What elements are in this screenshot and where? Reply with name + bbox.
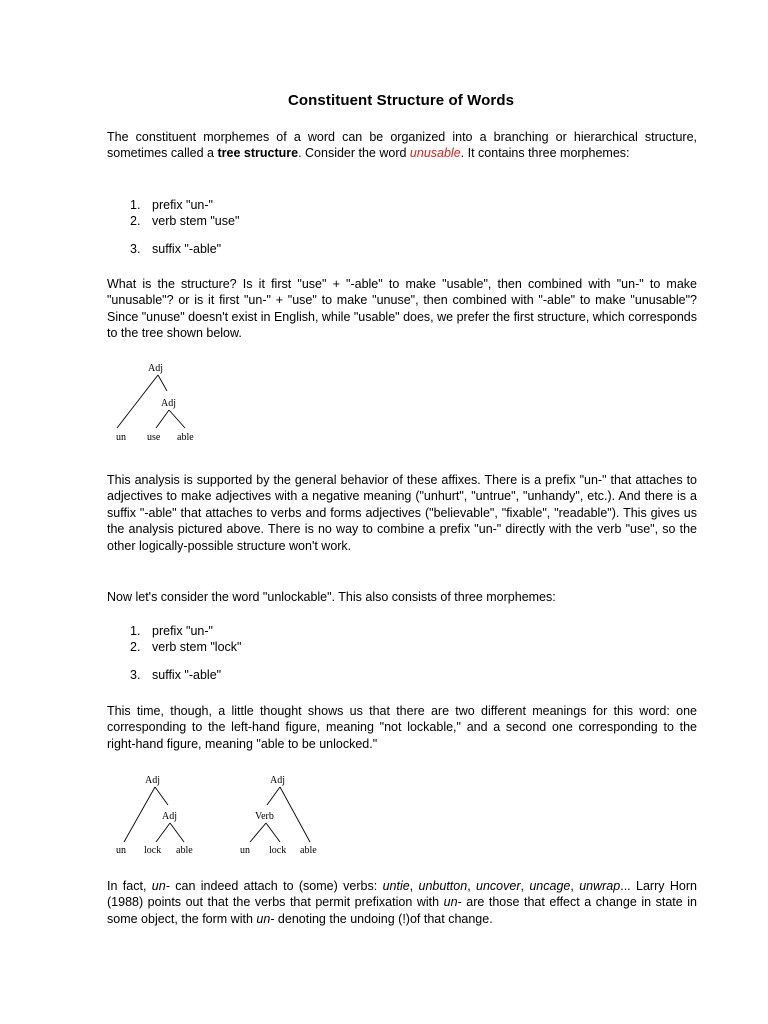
tree-node-root: Adj <box>145 775 160 786</box>
tree-diagram-able-to-unlock <box>230 765 340 857</box>
example-word-unusable: unusable <box>409 146 461 161</box>
example-verb: untie <box>382 879 410 893</box>
unlockable-intro-paragraph: Now let's consider the word "unlockable". This also consists of three morphemes: <box>107 590 556 604</box>
analysis-paragraph: This analysis is supported by the general behavior of these affixes. There is a prefix "un-" that attaches to adjectives to make adjectives with a negative meaning ("unhurt", "untrue", "unhandy", etc.). And there is a suffix "-able" that attaches to verbs and forms adjectives ("believable", "fixable", "readable"). This gives us the analysis pictured above. There is no way to combine a prefix "un-" directly with the verb "use", so the other logically-possible structure won't work. <box>107 473 697 553</box>
list-text: prefix "un-" <box>152 198 213 212</box>
list-number: 3. <box>130 242 141 256</box>
text-segment: denoting the undoing (!)of that change. <box>274 911 493 926</box>
tree-leaf: un <box>116 432 126 443</box>
tree-leaf: un <box>240 845 250 856</box>
tree-leaf: able <box>300 845 317 856</box>
tree-branch <box>156 823 170 842</box>
tree-branch <box>155 787 168 805</box>
separator: , <box>467 879 477 893</box>
tree-leaf: able <box>177 432 194 443</box>
list-number: 1. <box>130 198 141 212</box>
tree-node-root: Adj <box>270 775 285 786</box>
list-text: prefix "un-" <box>152 624 213 638</box>
prefix-un: un- <box>151 879 170 893</box>
intro-text-c: . It contains three morphemes: <box>460 146 630 161</box>
tree-diagram-not-lockable <box>104 765 214 857</box>
list-text: suffix "-able" <box>152 668 222 682</box>
prefix-un: un- <box>443 895 462 910</box>
text-segment: Larry Horn (1988) points out that the verbs that permit prefixation with <box>107 879 697 910</box>
tree-branch <box>280 787 310 842</box>
list-item <box>130 640 241 654</box>
tree-diagram-unusable <box>100 355 210 447</box>
ellipsis: ... <box>620 879 631 893</box>
tree-leaf: lock <box>269 845 287 856</box>
list-text: suffix "-able" <box>152 242 222 256</box>
tree-branch <box>158 375 167 391</box>
list-item <box>130 668 221 682</box>
example-verb: unwrap <box>579 879 621 893</box>
intro-paragraph <box>107 129 697 162</box>
ambiguity-paragraph: This time, though, a little thought shows us that there are two different meanings for this word: one corresponding to the left-hand figure, meaning "not lockable," and a second one corresponding to the right-hand figure, meaning "able to be unlocked." <box>107 704 697 751</box>
intro-text-b: . Consider the word <box>298 146 410 161</box>
tree-branch <box>170 823 184 842</box>
tree-branch <box>169 410 185 428</box>
term-tree-structure: tree structure <box>217 146 299 161</box>
separator: , <box>570 879 580 893</box>
separator: , <box>409 879 419 893</box>
tree-branch <box>267 787 280 805</box>
example-verb: uncage <box>529 879 571 893</box>
list-number: 2. <box>130 214 141 228</box>
list-item <box>130 242 221 256</box>
tree-node-intermediate: Adj <box>162 811 177 822</box>
tree-branch <box>124 787 155 842</box>
example-verb: unbutton <box>418 879 468 893</box>
list-item <box>130 198 213 212</box>
list-number: 1. <box>130 624 141 638</box>
tree-node-root: Adj <box>148 363 163 374</box>
tree-leaf: lock <box>144 845 162 856</box>
list-item <box>130 214 239 228</box>
list-text: verb stem "lock" <box>152 640 242 654</box>
prefix-un: un- <box>256 911 275 926</box>
text-segment: can indeed attach to (some) verbs: <box>169 879 383 893</box>
list-text: verb stem "use" <box>152 214 240 228</box>
structure-question-paragraph: What is the structure? Is it first "use" + "-able" to make "usable", then combined with "un-" to make "unusable"? or is it first "un-" + "use" to make "unuse", then combined with "-able" to make "unusable"? Since "unuse" doesn't exist in English, while "usable" does, we prefer the first structure, which corresponds to the tree shown below. <box>107 277 697 341</box>
tree-branch <box>250 823 266 842</box>
tree-leaf: use <box>147 432 161 443</box>
tree-branch <box>117 375 158 428</box>
verb-prefixation-paragraph <box>107 878 697 927</box>
list-item <box>130 624 213 638</box>
text-segment: are those that effect a change in state in some object, the form with <box>107 895 697 926</box>
intro-text-a: The constituent morphemes of a word can be organized into a branching or hierarchical structure, sometimes called a <box>107 130 697 161</box>
text-segment: In fact, <box>107 879 152 893</box>
tree-branch <box>266 823 280 842</box>
page-title: Constituent Structure of Words <box>287 92 515 109</box>
tree-leaf: able <box>176 845 193 856</box>
example-verb: uncover <box>476 879 521 893</box>
tree-node-intermediate: Verb <box>255 811 274 822</box>
tree-node-intermediate: Adj <box>161 398 176 409</box>
tree-branch <box>156 410 169 428</box>
list-number: 3. <box>130 668 141 682</box>
list-number: 2. <box>130 640 141 654</box>
tree-leaf: un <box>116 845 126 856</box>
separator: , <box>520 879 530 893</box>
